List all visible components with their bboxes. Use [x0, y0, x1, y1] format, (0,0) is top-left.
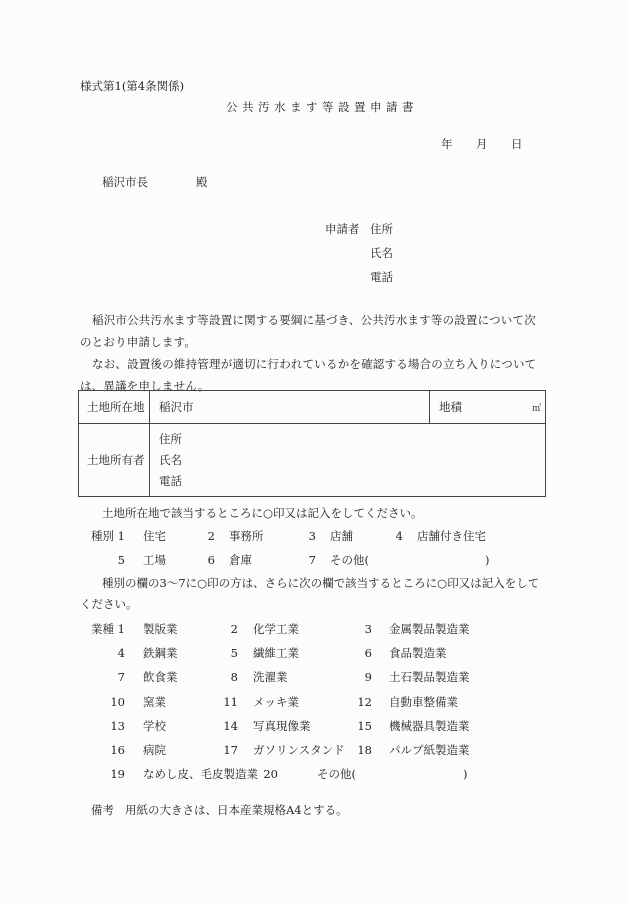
option-number: 4 — [395, 529, 403, 543]
option-label: ガソリンスタンド — [253, 743, 345, 757]
option-label: 病院 — [143, 743, 166, 757]
option-label: 店舗付き住宅 — [417, 529, 486, 543]
option-number: 16 — [110, 743, 125, 757]
date-month: 月 — [476, 137, 488, 151]
page-title: 公共汚水ます等設置申請書 — [226, 100, 418, 114]
option-label: 倉庫 — [229, 553, 252, 567]
form-number: 様式第1(第4条関係) — [80, 79, 185, 93]
option-label: 食品製造業 — [389, 646, 447, 660]
option-label: 住宅 — [143, 529, 166, 543]
option-number: 7 — [308, 553, 316, 567]
option-number: 3 — [364, 622, 372, 636]
option-label: 化学工業 — [253, 622, 299, 636]
option-number: 9 — [364, 670, 372, 684]
location-value[interactable]: 稲沢市 — [150, 391, 430, 424]
option-label: 繊維工業 — [253, 646, 299, 660]
option-label: 鉄鋼業 — [143, 646, 178, 660]
option-label: 洗濯業 — [253, 670, 288, 684]
remarks-text: 用紙の大きさは、日本産業規格A4とする。 — [125, 803, 348, 817]
option-number: 12 — [357, 695, 372, 709]
option-number: 1 — [117, 622, 125, 636]
option-number: 8 — [230, 670, 238, 684]
para1-line1: 稲沢市公共汚水ます等設置に関する要綱に基づき、公共汚水ます等の設置について次 — [92, 313, 536, 327]
owner-address-label: 住所 — [159, 431, 182, 446]
option-label: 金属製品製造業 — [389, 622, 470, 636]
applicant-label: 申請者 — [325, 222, 360, 236]
option-number: 13 — [110, 719, 125, 733]
option-label: なめし皮、毛皮製造業 — [143, 767, 258, 781]
option-number: 6 — [364, 646, 372, 660]
option-number: 7 — [117, 670, 125, 684]
option-label: 写真現像業 — [253, 719, 311, 733]
option-number: 2 — [207, 529, 215, 543]
owner-name-label: 氏名 — [159, 452, 182, 467]
addressee-honorific: 殿 — [196, 175, 208, 189]
option-label: 窯業 — [143, 695, 166, 709]
option-label: 機械器具製造業 — [389, 719, 470, 733]
option-number: 20 — [263, 767, 278, 781]
industry-label: 業種 — [91, 622, 114, 636]
option-number: 6 — [207, 553, 215, 567]
option-number: 2 — [230, 622, 238, 636]
remarks-label: 備考 — [91, 803, 114, 817]
date-year: 年 — [441, 137, 453, 151]
land-table — [78, 390, 546, 497]
option-number: 10 — [110, 695, 125, 709]
applicant-address-label: 住所 — [370, 222, 393, 236]
para2-line2: は、異議を申しません。 — [80, 379, 210, 393]
applicant-name-label: 氏名 — [370, 246, 393, 260]
instruction-2-line2: ください。 — [80, 597, 138, 611]
body-paragraph — [80, 309, 550, 397]
option-label: パルプ紙製造業 — [389, 743, 470, 757]
option-label: 自動車整備業 — [389, 695, 458, 709]
option-label: 土石製品製造業 — [389, 670, 470, 684]
option-close-paren: ) — [463, 767, 468, 781]
option-label: 店舗 — [330, 529, 353, 543]
option-number: 5 — [230, 646, 238, 660]
instruction-2-line1: 種別の欄の3～7に○印の方は、さらに次の欄で該当するところに○印又は記入をして — [102, 576, 540, 590]
option-number: 17 — [223, 743, 238, 757]
option-number: 19 — [110, 767, 125, 781]
option-label: その他( — [317, 767, 356, 781]
addressee-name: 稲沢市長 — [102, 175, 148, 189]
applicant-phone-label: 電話 — [370, 270, 393, 284]
option-number: 11 — [223, 695, 238, 709]
option-number: 15 — [357, 719, 372, 733]
date-day: 日 — [511, 137, 523, 151]
option-number: 4 — [117, 646, 125, 660]
owner-phone-label: 電話 — [159, 473, 182, 488]
option-number: 18 — [357, 743, 372, 757]
option-number: 3 — [308, 529, 316, 543]
location-label: 土地所在地 — [79, 391, 150, 424]
area-unit: ㎡ — [499, 391, 546, 424]
owner-label: 土地所有者 — [79, 424, 150, 497]
type-label: 種別 — [91, 529, 114, 543]
option-label: 製版業 — [143, 622, 178, 636]
option-label: 学校 — [143, 719, 166, 733]
option-label: その他( — [330, 553, 369, 567]
option-label: メッキ業 — [253, 695, 299, 709]
option-number: 14 — [223, 719, 238, 733]
option-label: 飲食業 — [143, 670, 178, 684]
option-label: 工場 — [143, 553, 166, 567]
area-label: 地積 — [430, 391, 500, 424]
option-number: 1 — [117, 529, 125, 543]
para1-line2: のとおり申請します。 — [80, 335, 197, 349]
owner-details[interactable] — [150, 424, 546, 497]
option-close-paren: ) — [485, 553, 490, 567]
instruction-1: 土地所在地で該当するところに○印又は記入をしてください。 — [102, 506, 423, 520]
para2-line1: なお、設置後の維持管理が適切に行われているかを確認する場合の立ち入りについて — [92, 357, 537, 371]
option-label: 事務所 — [229, 529, 264, 543]
option-number: 5 — [117, 553, 125, 567]
